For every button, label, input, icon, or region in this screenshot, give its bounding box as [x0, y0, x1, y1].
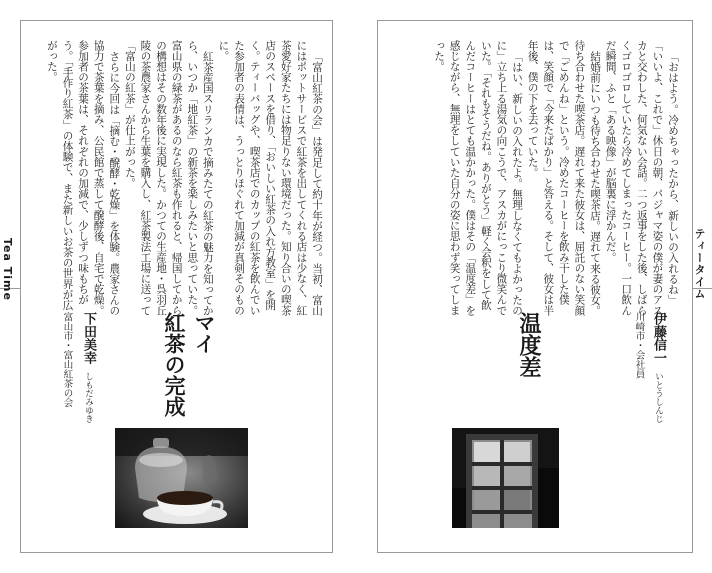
- left-page-frame-top: [20, 20, 332, 21]
- window-photo: [452, 428, 559, 528]
- right-body-paragraph: 「おはよう。冷めちゃったから、新しいの入れるね」「いいよ、これで」休日の朝、パジャマ姿の僕が妻のアスカと交わした、何気ない会話。二つ返事をした後、しばらくゴロゴロしていたら冷めてしまったコーヒー。一口飲んだ瞬間、ふと「ある映像」が脳裏に浮かんだ。: [604, 40, 679, 316]
- left-page-frame-right: [332, 20, 333, 552]
- left-body-paragraph: 紅茶産国スリランカで摘みたての紅茶の魅力を知ってから、いつか「地紅茶」の新茶を楽しみたいと思っていた。富山県の緑茶があるのなら紅茶も作れると、帰国してからの構想はその数年後に実現した。かつての生産地・呉羽丘陵の茶農家さんから生葉を購入し、紅茶製法工場に送って「富山の紅茶」が仕上がった。: [123, 40, 214, 316]
- left-author-affiliation: 富山市・富山紅茶の会: [61, 312, 73, 407]
- left-body-paragraph: さらに今回は「摘む・醗酵・乾燥」を体験。農家さんの協力で茶葉を摘み、公民館で蒸して醗酵後、自宅で乾燥。参加者の茶葉は、それぞれの加減で、少しずつ味もちがう。「手作り紅茶」の体験で、また新しいお茶の世界が広がった。: [45, 40, 121, 316]
- right-page-frame-top: [377, 20, 692, 21]
- right-page-frame-left: [377, 20, 378, 552]
- left-page-frame-bottom: [20, 552, 333, 553]
- right-author-affiliation: 川崎市・会社員: [633, 312, 645, 379]
- left-title-line2: 紅茶の完成: [162, 312, 187, 417]
- right-body-paragraph: 「はい、新しいの入れたよ。無理しなくてもよかったのに」立ち上る湯気の向こうで、アスカがにっこり微笑んでいた。「それもそうだね。ありがとう」軽く会釈をして飲んだコーヒーはとても温かかった。僕はその「温度差」を感じながら、無理をしていた自分の姿に思わず笑ってしまった。: [433, 40, 524, 316]
- left-title-line1: マイ: [192, 312, 217, 354]
- left-body-paragraph: 「富山紅茶の会」は発足して約十年が経つ。当初、富山にはポットサービスで紅茶を出してくれる店は少なく、紅茶愛好家たちには物足りない環境だった。知り合いの喫茶店のスペースを借り、「おいしい紅茶の入れ方教室」を開く。ティーバッグや、喫茶店でのカップの紅茶を飲んでいた参加者の表情は、うっとりほぐれて加減が真剣そのものに。: [217, 40, 323, 316]
- right-section-label: ティータイム: [693, 228, 706, 300]
- left-author-name: 下田美幸: [81, 312, 96, 364]
- right-author-reading: いとうしんじ: [653, 372, 664, 423]
- left-section-label: Tea Time: [1, 238, 14, 301]
- right-author-name: 伊藤信一: [651, 312, 666, 364]
- right-body-paragraph: 結婚前にいつも待ち合わせた喫茶店。遅れて来る彼女。待ち合わせた喫茶店。遅れて来た彼女は、屈託のない笑顔で「ごめんね」という。冷めたコーヒーを飲み干した僕は、笑顔で「今来たばかり」と答える。そして、彼女は半年後、僕の下を去っていた。: [526, 40, 602, 316]
- left-author-reading: しもだみゆき: [83, 372, 94, 423]
- right-page-frame-bottom: [377, 552, 693, 553]
- right-title: 温度差: [516, 312, 542, 378]
- left-page-frame-left: [20, 20, 21, 552]
- left-body-text: [45, 40, 324, 316]
- tea-set-photo: [115, 428, 248, 528]
- right-body-text: [388, 40, 680, 316]
